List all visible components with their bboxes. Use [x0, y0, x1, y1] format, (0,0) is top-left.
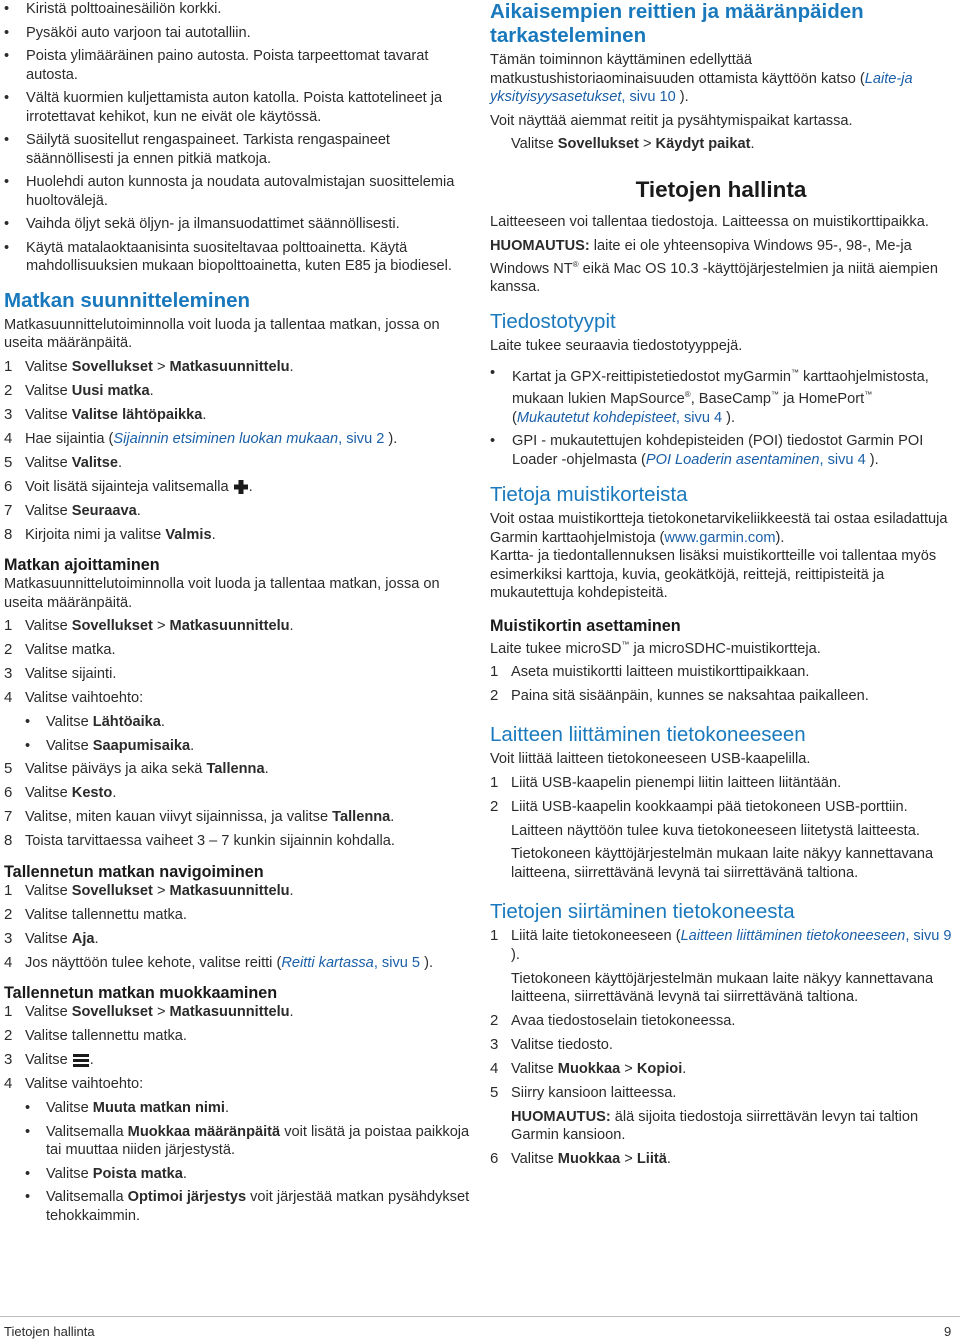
link-poi-loader[interactable]: POI Loaderin asentaminen: [645, 451, 820, 468]
step: 1 Liitä USB-kaapelin pienempi liitin laitteen liitäntään.: [490, 773, 842, 791]
sub-item: • Valitse Lähtöaika.: [4, 713, 474, 732]
paragraph: Voit näyttää aiemmat reitit ja pysähtymispaikat kartassa.: [490, 112, 853, 129]
section-heading-connect-computer: Laitteen liittäminen tietokoneeseen: [490, 723, 806, 747]
chapter-title: Tietojen hallinta: [635, 176, 807, 202]
step: 4 Hae sijaintia (Sijainnin etsiminen luokan mukaan, sivu 2 ).: [4, 429, 398, 447]
link-route-on-map[interactable]: Reitti kartassa: [281, 954, 374, 971]
paragraph: Kartta- ja tiedontallennuksen lisäksi muistikortteille voi tallentaa myös esimerkiksi karttoja, kuvia, geokätköjä, reittejä, reittipisteitä ja mukautettuja kohdepisteitä.: [490, 548, 937, 602]
step: 5 Valitse Valitse.: [4, 453, 123, 471]
step: 2 Paina sitä sisäänpäin, kunnes se naksahtaa paikalleen.: [490, 686, 869, 704]
paragraph: Voit ostaa muistikortteja tietokonetarvikeliikkeestä tai ostaa esiladattuja Garmin karttaohjelmistoja (www.garmin.com).: [490, 511, 948, 546]
step: 5 Valitse päiväys ja aika sekä Tallenna.: [4, 760, 269, 777]
section-heading-insert-card: Muistikortin asettaminen: [490, 616, 681, 635]
paragraph: Tämän toiminnon käyttäminen edellyttää matkustushistoriaominaisuuden ottamista käyttöön katso (Laite-ja yksityisyysasetukset, sivu 10 ).: [490, 52, 913, 105]
sub-item: • Valitsemalla Optimoi järjestys voit järjestää matkan pysähdykset tehokkaimmin.: [4, 1188, 474, 1225]
section-heading-edit-saved-trip: Tallennetun matkan muokkaaminen: [4, 984, 278, 1002]
menu-icon: [72, 1053, 90, 1068]
step: 4 Valitse vaihtoehto:: [4, 1075, 144, 1092]
step: 1 Valitse Sovellukset > Matkasuunnittelu.: [4, 357, 294, 375]
step: 8 Kirjoita nimi ja valitse Valmis.: [4, 525, 216, 543]
paragraph: Laite tukee microSD™ ja microSDHC-muistikortteja.: [490, 639, 821, 657]
list-item: • Poista ylimääräinen paino autosta. Poista tarpeettomat tavarat autosta.: [4, 47, 474, 84]
step: 3 Valitse .: [4, 1051, 94, 1068]
paragraph: Matkasuunnittelutoiminnolla voit luoda ja tallentaa matkan, jossa on useita määränpäitä.: [4, 576, 440, 611]
step: 3 Valitse tiedosto.: [490, 1035, 613, 1053]
page-ref-link[interactable]: sivu 5: [381, 954, 421, 971]
link-device-privacy-settings[interactable]: Laite-ja yksityisyysasetukset: [490, 70, 913, 105]
step: 1 Aseta muistikortti laitteen muistikorttipaikkaan.: [490, 662, 810, 680]
paragraph: Valitse Sovellukset > Käydyt paikat.: [511, 136, 755, 152]
step: 2 Liitä USB-kaapelin kookkaampi pää tietokoneen USB-porttiin.: [490, 797, 908, 815]
list-item: • Vältä kuormien kuljettamista auton katolla. Poista kattotelineet ja irrotettavat kehikot, kun ne eivät ole käytössä.: [4, 89, 474, 126]
right-column: [490, 0, 952, 1174]
page-ref-link[interactable]: sivu 4: [827, 451, 866, 468]
list-item: • Kiristä polttoainesäiliön korkki.: [4, 0, 474, 19]
sub-item: • Valitse Saapumisaika.: [4, 737, 474, 756]
step: 7 Valitse Seuraava.: [4, 501, 141, 519]
page-ref-link[interactable]: sivu 4: [684, 409, 723, 426]
section-heading-transfer-data: Tietojen siirtäminen tietokoneesta: [490, 900, 795, 924]
step: 5 Siirry kansioon laitteessa.: [490, 1083, 677, 1101]
link-search-by-category[interactable]: Sijainnin etsiminen luokan mukaan: [113, 430, 339, 447]
step: 1 Valitse Sovellukset > Matkasuunnittelu.: [4, 881, 294, 899]
paragraph: Laitteen näyttöön tulee kuva tietokoneeseen liitetystä laitteesta.: [511, 822, 920, 839]
list-item: • Käytä matalaoktaanisinta suositeltavaa polttoainetta. Käytä mahdollisuuksien mukaan biopolttoainetta, kuten E85 ja biodiesel.: [4, 239, 474, 276]
page-ref-link[interactable]: sivu 9: [913, 928, 952, 945]
step: 2 Valitse tallennettu matka.: [4, 1027, 187, 1044]
step: 1 Liitä laite tietokoneeseen (Laitteen liittäminen tietokoneeseen, sivu 9 ).: [490, 927, 952, 963]
paragraph: Voit liittää laitteen tietokoneeseen USB-kaapelilla.: [490, 751, 811, 768]
list-item: • Kartat ja GPX-reittipistetiedostot myGarmin™ karttaohjelmistosta, mukaan lukien MapSource®, BaseCamp™ ja HomePort™ (Mukautetut kohdepisteet, sivu 4 ).: [490, 364, 952, 427]
page-number: 9: [944, 1324, 952, 1339]
sub-item: • Valitsemalla Muokkaa määränpäitä voit lisätä ja poistaa paikkoja tai muuttaa niiden järjestystä.: [4, 1123, 474, 1160]
left-column: [4, 0, 474, 1230]
page-ref-link[interactable]: sivu 10: [629, 89, 676, 105]
note: HUOMAUTUS: laite ei ole yhteensopiva Windows 95-, 98-, Me-ja Windows NT® eikä Mac OS 10.3 -käyttöjärjestelmien ja niitä aiempien kanssa.: [490, 238, 938, 295]
step: 3 Valitse sijainti.: [4, 665, 117, 682]
step: 2 Avaa tiedostoselain tietokoneessa.: [490, 1011, 736, 1029]
link-connect-device[interactable]: Laitteen liittäminen tietokoneeseen: [680, 928, 906, 945]
list-item: • GPI - mukautettujen kohdepisteiden (POI) tiedostot Garmin POI Loader -ohjelmasta (POI Loaderin asentaminen, sivu 4 ).: [490, 432, 952, 469]
plus-icon: [233, 479, 249, 495]
section-heading-file-types: Tiedostotyypit: [490, 310, 616, 334]
step: 4 Jos näyttöön tulee kehote, valitse reitti (Reitti kartassa, sivu 5 ).: [4, 953, 434, 971]
list-item: • Säilytä suositellut rengaspaineet. Tarkista rengaspaineet säännöllisesti ja ennen pitkiä matkoja.: [4, 131, 474, 168]
section-heading-history: Aikaisempien reittien ja määränpäiden tarkasteleminen: [490, 0, 864, 47]
step: 1 Valitse Sovellukset > Matkasuunnittelu.: [4, 1003, 294, 1020]
list-item: • Vaihda öljyt sekä öljyn- ja ilmansuodattimet säännöllisesti.: [4, 215, 474, 234]
step: 1 Valitse Sovellukset > Matkasuunnittelu.: [4, 617, 294, 634]
fuel-tips-list: [4, 0, 474, 276]
step: 4 Valitse vaihtoehto:: [4, 689, 144, 706]
section-heading-memory-cards: Tietoja muistikorteista: [490, 483, 688, 507]
step: 8 Toista tarvittaessa vaiheet 3 – 7 kunkin sijainnin kohdalla.: [4, 832, 395, 849]
step: 3 Valitse Valitse lähtöpaikka.: [4, 405, 207, 423]
list-item: • Pysäköi auto varjoon tai autotalliin.: [4, 24, 474, 43]
step: 6 Voit lisätä sijainteja valitsemalla .: [4, 477, 253, 495]
step: 2 Valitse Uusi matka.: [4, 381, 154, 399]
paragraph: Tietokoneen käyttöjärjestelmän mukaan laite näkyy kannettavana laitteena, siirrettävänä levynä tai siirrettävänä taltiona.: [511, 970, 934, 1006]
sub-item: • Valitse Muuta matkan nimi.: [4, 1099, 474, 1118]
paragraph: Laitteeseen voi tallentaa tiedostoja. Laitteessa on muistikorttipaikka.: [490, 213, 929, 230]
note: HUOMAUTUS: älä sijoita tiedostoja siirrettävän levyn tai taltion Garmin kansioon.: [511, 1108, 919, 1144]
paragraph: Laite tukee seuraavia tiedostotyyppejä.: [490, 338, 743, 355]
link-custom-pois[interactable]: Mukautetut kohdepisteet: [516, 409, 676, 426]
step: 6 Valitse Kesto.: [4, 784, 117, 801]
section-heading-trip-planning: Matkan suunnitteleminen: [4, 288, 251, 312]
section-heading-saved-trip-navigation: Tallennetun matkan navigoiminen: [4, 862, 264, 881]
link-garmin-website[interactable]: www.garmin.com: [664, 529, 776, 546]
paragraph: Tietokoneen käyttöjärjestelmän mukaan laite näkyy kannettavana laitteena, siirrettävänä levynä tai siirrettävänä taltiona.: [511, 846, 934, 881]
section-heading-trip-schedule: Matkan ajoittaminen: [4, 556, 160, 574]
step: 6 Valitse Muokkaa > Liitä.: [490, 1149, 671, 1167]
step: 7 Valitse, miten kauan viivyt sijainnissa, ja valitse Tallenna.: [4, 808, 395, 825]
footer-divider: [0, 1316, 960, 1317]
paragraph: Matkasuunnittelutoiminnolla voit luoda ja tallentaa matkan, jossa on useita määränpäitä.: [4, 316, 440, 351]
list-item: • Huolehdi auton kunnosta ja noudata autovalmistajan suosittelemia huoltovälejä.: [4, 173, 474, 210]
page-ref-link[interactable]: sivu 2: [346, 430, 385, 447]
step: 2 Valitse tallennettu matka.: [4, 905, 187, 923]
step: 4 Valitse Muokkaa > Kopioi.: [490, 1059, 687, 1077]
footer-section-title: Tietojen hallinta: [4, 1324, 95, 1339]
step: 2 Valitse matka.: [4, 641, 116, 658]
step: 3 Valitse Aja.: [4, 929, 99, 947]
sub-item: • Valitse Poista matka.: [4, 1165, 474, 1184]
